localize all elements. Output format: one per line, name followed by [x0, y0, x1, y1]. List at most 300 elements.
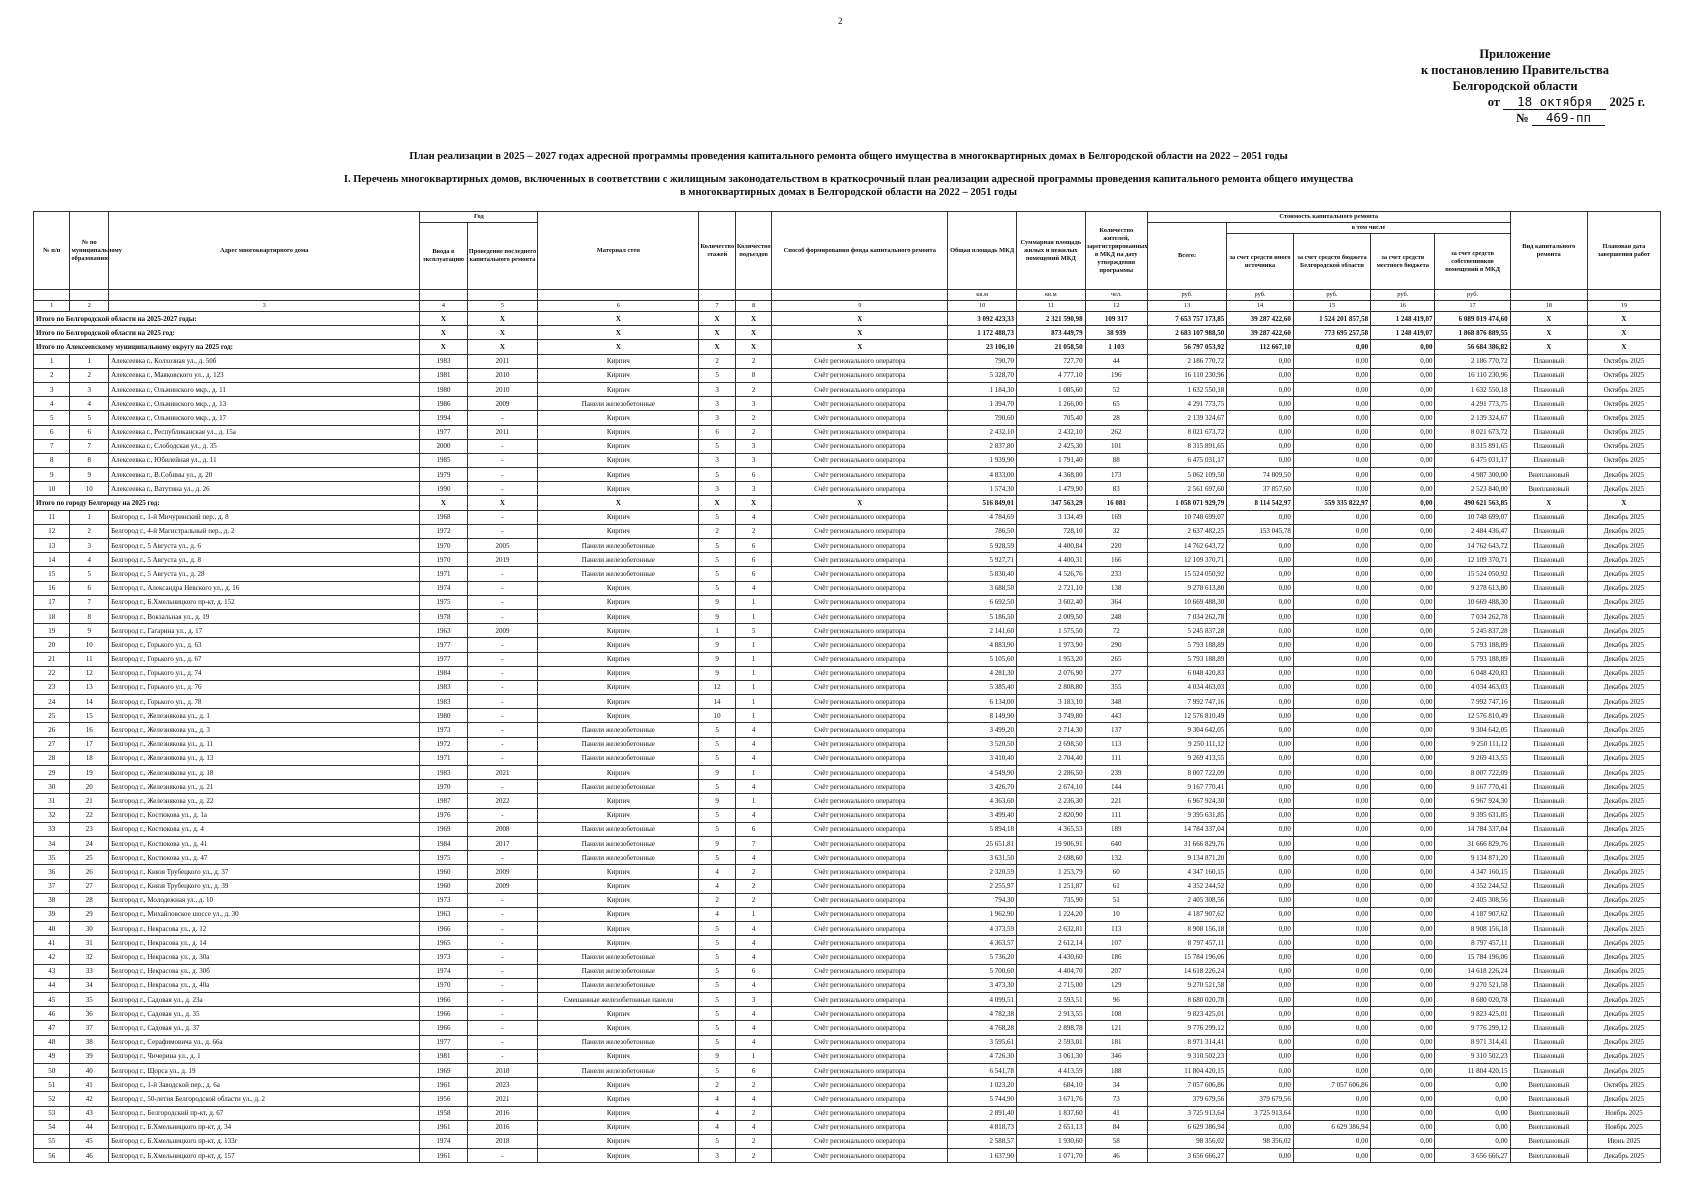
table-cell: -	[467, 411, 538, 425]
table-cell: 0,00	[1371, 1007, 1435, 1021]
table-row	[34, 1063, 1661, 1077]
table-cell: Счёт регионального оператора	[772, 354, 948, 368]
table-cell: 4 833,00	[948, 468, 1017, 482]
table-cell: 5 245 837,28	[1435, 624, 1510, 638]
table-cell: 24	[34, 695, 70, 709]
table-cell: 4 281,30	[948, 666, 1017, 680]
column-numbers-row	[34, 301, 1661, 312]
table-cell: Кирпич	[538, 666, 699, 680]
total-cell: X	[699, 340, 735, 354]
table-cell: Белгород г., Горького ул., д. 76	[109, 680, 420, 694]
table-cell: 26	[70, 865, 109, 879]
table-cell: Белгород г., Молодежная ул., д. 10	[109, 893, 420, 907]
table-cell: 7 057 606,86	[1147, 1078, 1226, 1092]
table-cell: 1977	[420, 425, 467, 439]
table-cell: 1963	[420, 624, 467, 638]
table-cell: 9	[699, 595, 735, 609]
table-cell: 1	[735, 666, 771, 680]
table-cell: 8 315 891,65	[1435, 439, 1510, 453]
unit-local-budget: руб.	[1371, 290, 1435, 301]
table-cell: 1979	[420, 468, 467, 482]
table-cell: Кирпич	[538, 510, 699, 524]
table-cell: Плановый	[1510, 453, 1587, 467]
table-cell: Алексеевка г., Ольминского мкр., д. 13	[109, 397, 420, 411]
table-cell: 4 777,10	[1016, 368, 1085, 382]
table-cell: 0,00	[1371, 1149, 1435, 1163]
table-cell: 9 250 111,12	[1435, 737, 1510, 751]
table-cell: 7 034 262,78	[1147, 609, 1226, 623]
table-cell: Кирпич	[538, 368, 699, 382]
table-cell: 6	[699, 425, 735, 439]
table-cell: 3	[735, 439, 771, 453]
table-cell: 0,00	[1371, 1049, 1435, 1063]
table-cell: Алексеевка г., Колхозная ул., д. 50б	[109, 354, 420, 368]
table-cell: -	[467, 893, 538, 907]
table-row	[34, 865, 1661, 879]
table-cell: Счёт регионального оператора	[772, 723, 948, 737]
table-cell: 1968	[420, 510, 467, 524]
table-row	[34, 766, 1661, 780]
table-cell: 5	[699, 851, 735, 865]
table-cell: 3 749,80	[1016, 709, 1085, 723]
table-cell: 48	[34, 1035, 70, 1049]
table-cell: 0,00	[1227, 581, 1294, 595]
table-cell: 0,00	[1227, 780, 1294, 794]
table-cell: Плановый	[1510, 354, 1587, 368]
total-cell: X	[467, 312, 538, 326]
appendix-number-handwritten: 469-пп	[1532, 110, 1605, 126]
table-cell: 7 057 606,86	[1293, 1078, 1370, 1092]
table-cell: 2 698,60	[1016, 851, 1085, 865]
table-cell: 9 310 502,23	[1147, 1049, 1226, 1063]
table-cell: 5	[699, 780, 735, 794]
table-row	[34, 1134, 1661, 1148]
table-cell: 0,00	[1371, 1063, 1435, 1077]
table-cell: 0,00	[1227, 865, 1294, 879]
table-cell: 0,00	[1371, 794, 1435, 808]
table-cell: 4 400,31	[1016, 553, 1085, 567]
table-cell: 0,00	[1371, 680, 1435, 694]
table-cell: 30	[70, 922, 109, 936]
table-cell: 2009	[467, 397, 538, 411]
table-cell: 19	[70, 766, 109, 780]
table-cell: 2016	[467, 1106, 538, 1120]
table-cell: 0,00	[1371, 808, 1435, 822]
table-cell: 7	[70, 439, 109, 453]
table-cell: 39	[34, 907, 70, 921]
table-cell: Белгород г., 5 Августа ул., д. 8	[109, 553, 420, 567]
table-cell: Белгород г., 4-й Магистральный пер., д. 2	[109, 524, 420, 538]
table-cell: 0,00	[1227, 794, 1294, 808]
table-cell: Плановый	[1510, 680, 1587, 694]
unit-total-cost: руб.	[1147, 290, 1226, 301]
table-cell: 790,70	[948, 354, 1017, 368]
table-cell: 0,00	[1371, 993, 1435, 1007]
table-cell: Плановый	[1510, 723, 1587, 737]
table-cell: 6	[70, 581, 109, 595]
table-cell: 9 134 871,20	[1147, 851, 1226, 865]
header-entrances: Количество подъездов	[735, 212, 771, 290]
table-cell: 37	[34, 879, 70, 893]
table-row	[34, 922, 1661, 936]
table-cell: Плановый	[1510, 737, 1587, 751]
table-cell: Панели железобетонные	[538, 751, 699, 765]
table-cell: 166	[1085, 553, 1147, 567]
table-cell: 3	[699, 411, 735, 425]
table-cell: 37 857,60	[1227, 482, 1294, 496]
table-cell: Кирпич	[538, 609, 699, 623]
table-cell: 2010	[467, 382, 538, 396]
table-cell: 1965	[420, 936, 467, 950]
table-cell: Плановый	[1510, 751, 1587, 765]
table-cell: Плановый	[1510, 439, 1587, 453]
table-cell: Белгород г., Железнякова ул., д. 1	[109, 709, 420, 723]
table-cell: 0,00	[1293, 609, 1370, 623]
table-cell: 2	[735, 1149, 771, 1163]
table-cell: Декабрь 2025	[1587, 624, 1660, 638]
table-cell: 16	[34, 581, 70, 595]
table-row	[34, 978, 1661, 992]
table-cell: 2018	[467, 1063, 538, 1077]
table-cell: 0,00	[1371, 737, 1435, 751]
table-cell: 14 762 643,72	[1147, 539, 1226, 553]
table-cell: Декабрь 2025	[1587, 1149, 1660, 1163]
table-cell: 0,00	[1293, 439, 1370, 453]
table-cell: 53	[34, 1106, 70, 1120]
total-cell: 56 684 386,82	[1435, 340, 1510, 354]
table-cell: 0,00	[1293, 893, 1370, 907]
table-cell: Счёт регионального оператора	[772, 865, 948, 879]
table-cell: Плановый	[1510, 695, 1587, 709]
total-cell: 39 287 422,60	[1227, 312, 1294, 326]
table-cell: 8 908 156,18	[1147, 922, 1226, 936]
table-cell: Декабрь 2025	[1587, 567, 1660, 581]
table-cell: 1956	[420, 1092, 467, 1106]
table-cell: 6	[735, 1063, 771, 1077]
table-cell: 88	[1085, 453, 1147, 467]
table-cell: 684,10	[1016, 1078, 1085, 1092]
table-cell: 46	[34, 1007, 70, 1021]
table-cell: 43	[70, 1106, 109, 1120]
table-cell: 0,00	[1293, 510, 1370, 524]
document-title: План реализации в 2025 – 2027 годах адресной программы проведения капитального ремонта общего имущества в многоквартирных домах в Белгородской области на 2022 – 2051 годы	[409, 151, 1288, 162]
table-cell: 11 804 420,15	[1435, 1063, 1510, 1077]
table-cell: Плановый	[1510, 638, 1587, 652]
table-cell: 0,00	[1435, 1078, 1510, 1092]
table-cell: Счёт регионального оператора	[772, 893, 948, 907]
table-cell: 0,00	[1227, 553, 1294, 567]
table-cell: Октябрь 2025	[1587, 354, 1660, 368]
table-row	[34, 936, 1661, 950]
table-cell: 3 426,70	[948, 780, 1017, 794]
table-cell: 28	[34, 751, 70, 765]
table-cell: 98 356,02	[1227, 1134, 1294, 1148]
table-cell: 0,00	[1371, 1106, 1435, 1120]
table-cell: 221	[1085, 794, 1147, 808]
table-cell: 0,00	[1293, 1007, 1370, 1021]
table-cell: Белгород г., Александра Невского ул., д. 16	[109, 581, 420, 595]
table-cell: 6 048 420,83	[1147, 666, 1226, 680]
table-cell: Белгород г., Щорса ул., д. 19	[109, 1063, 420, 1077]
table-cell: 0,00	[1293, 808, 1370, 822]
table-cell: 9	[70, 624, 109, 638]
table-cell: Декабрь 2025	[1587, 1021, 1660, 1035]
table-cell: 9 278 613,80	[1147, 581, 1226, 595]
table-cell: 8 680 020,78	[1147, 993, 1226, 1007]
table-cell: 1	[735, 652, 771, 666]
table-cell: 50	[34, 1063, 70, 1077]
table-cell: 1987	[420, 794, 467, 808]
table-row	[34, 368, 1661, 382]
header-residents: Количество жителей, зарегистрированных в МКД на дату утверждения программы	[1085, 212, 1147, 290]
table-cell: Кирпич	[538, 1149, 699, 1163]
table-cell: 0,00	[1293, 1063, 1370, 1077]
table-cell: 5 062 109,50	[1147, 468, 1226, 482]
table-cell: 443	[1085, 709, 1147, 723]
table-cell: 1	[735, 766, 771, 780]
table-cell: Белгород г., Некрасова ул., д. 14	[109, 936, 420, 950]
table-cell: 52	[1085, 382, 1147, 396]
table-cell: 0,00	[1227, 638, 1294, 652]
table-row	[34, 709, 1661, 723]
total-cell: X	[1510, 312, 1587, 326]
table-cell: 0,00	[1227, 411, 1294, 425]
table-cell: 4 363,57	[948, 936, 1017, 950]
table-cell: 5	[699, 993, 735, 1007]
table-row	[34, 624, 1661, 638]
table-cell: Кирпич	[538, 411, 699, 425]
table-cell: Счёт регионального оператора	[772, 411, 948, 425]
table-cell: Декабрь 2025	[1587, 964, 1660, 978]
table-cell: 10 669 488,30	[1435, 595, 1510, 609]
table-cell: 2 593,01	[1016, 1035, 1085, 1049]
table-cell: Декабрь 2025	[1587, 836, 1660, 850]
table-cell: 4	[735, 581, 771, 595]
total-cell: X	[772, 496, 948, 510]
table-cell: 6 048 420,83	[1435, 666, 1510, 680]
table-cell: 16 110 230,96	[1147, 368, 1226, 382]
table-cell: 0,00	[1371, 453, 1435, 467]
table-cell: 277	[1085, 666, 1147, 680]
table-cell: 5 894,18	[948, 822, 1017, 836]
table-cell: Кирпич	[538, 354, 699, 368]
table-cell: 1978	[420, 609, 467, 623]
table-cell: 1983	[420, 766, 467, 780]
column-number: 3	[109, 301, 420, 312]
table-cell: 4	[735, 1035, 771, 1049]
table-cell: 0,00	[1371, 723, 1435, 737]
table-cell: 35	[70, 993, 109, 1007]
table-cell: 8 797 457,11	[1147, 936, 1226, 950]
table-cell: 14 618 226,24	[1435, 964, 1510, 978]
table-row	[34, 468, 1661, 482]
table-cell: 5	[699, 1021, 735, 1035]
table-cell: 3	[699, 482, 735, 496]
header-fund-method: Способ формирования фонда капитального ремонта	[772, 212, 948, 290]
table-cell: 17	[34, 595, 70, 609]
table-cell: 21	[70, 794, 109, 808]
table-cell: 1975	[420, 595, 467, 609]
table-cell: Счёт регионального оператора	[772, 1078, 948, 1092]
total-cell: Итого по Алексеевскому муниципальному округу на 2025 год:	[34, 340, 420, 354]
table-cell: 0,00	[1227, 893, 1294, 907]
table-cell: 1	[70, 510, 109, 524]
table-cell: 30	[34, 780, 70, 794]
table-row	[34, 482, 1661, 496]
table-cell: Панели железобетонные	[538, 539, 699, 553]
table-cell: Белгород г., Чичерина ул., д. 1	[109, 1049, 420, 1063]
table-cell: 6	[735, 468, 771, 482]
table-cell: 1973	[420, 893, 467, 907]
table-cell: Ноябрь 2025	[1587, 1120, 1660, 1134]
table-cell: 44	[1085, 354, 1147, 368]
table-cell: Октябрь 2025	[1587, 1078, 1660, 1092]
table-cell: 31	[70, 936, 109, 950]
table-cell: Счёт регионального оператора	[772, 595, 948, 609]
table-cell: Декабрь 2025	[1587, 1007, 1660, 1021]
table-cell: Кирпич	[538, 1007, 699, 1021]
table-cell: 1 930,60	[1016, 1134, 1085, 1148]
table-cell: 29	[70, 907, 109, 921]
table-cell: 113	[1085, 737, 1147, 751]
header-last-repair: Проведение последнего капитального ремонта	[467, 223, 538, 290]
total-cell: X	[735, 326, 771, 340]
table-cell: Октябрь 2025	[1587, 425, 1660, 439]
table-cell: 1960	[420, 865, 467, 879]
table-cell: 9 304 642,05	[1435, 723, 1510, 737]
table-cell: 15	[34, 567, 70, 581]
table-cell: 9 304 642,05	[1147, 723, 1226, 737]
table-cell: -	[467, 453, 538, 467]
table-cell: 2	[735, 354, 771, 368]
unit-owners-funds: руб.	[1435, 290, 1510, 301]
table-cell: 0,00	[1227, 822, 1294, 836]
table-cell: 2016	[467, 1120, 538, 1134]
table-cell: 1	[735, 794, 771, 808]
table-cell: Внеплановый	[1510, 1078, 1587, 1092]
table-row	[34, 539, 1661, 553]
table-cell: 41	[1085, 1106, 1147, 1120]
table-cell: 1981	[420, 1049, 467, 1063]
table-cell: 364	[1085, 595, 1147, 609]
table-cell: Панели железобетонные	[538, 964, 699, 978]
table-cell: -	[467, 581, 538, 595]
header-sum-area: Суммарная площадь жилых и нежилых помещений МКД	[1016, 212, 1085, 290]
table-cell: 3 595,61	[948, 1035, 1017, 1049]
table-cell: Кирпич	[538, 482, 699, 496]
table-cell: 41	[34, 936, 70, 950]
table-cell: Панели железобетонные	[538, 851, 699, 865]
table-cell: 1973	[420, 723, 467, 737]
table-row	[34, 1049, 1661, 1063]
table-cell: Декабрь 2025	[1587, 865, 1660, 879]
table-cell: 0,00	[1371, 964, 1435, 978]
table-cell: Панели железобетонные	[538, 822, 699, 836]
table-cell: 7	[735, 836, 771, 850]
table-cell: 0,00	[1293, 411, 1370, 425]
table-cell: 1970	[420, 553, 467, 567]
table-cell: 5	[699, 1063, 735, 1077]
table-cell: 4	[34, 397, 70, 411]
table-cell: -	[467, 709, 538, 723]
table-cell: Счёт регионального оператора	[772, 879, 948, 893]
table-cell: Белгород г., Железнякова ул., д. 13	[109, 751, 420, 765]
table-cell: 1	[735, 1049, 771, 1063]
table-cell: Плановый	[1510, 907, 1587, 921]
table-cell: 0,00	[1293, 382, 1370, 396]
table-cell: 1966	[420, 1021, 467, 1035]
table-cell: 0,00	[1371, 780, 1435, 794]
table-cell: 379 679,56	[1227, 1092, 1294, 1106]
table-cell: 8	[70, 609, 109, 623]
table-cell: 8 908 156,18	[1435, 922, 1510, 936]
table-cell: 2023	[467, 1078, 538, 1092]
table-cell: 46	[1085, 1149, 1147, 1163]
appendix-number-sign: №	[1516, 111, 1529, 125]
total-cell: X	[538, 326, 699, 340]
table-cell: 4	[735, 751, 771, 765]
table-cell: Плановый	[1510, 524, 1587, 538]
total-cell: 1 058 071 929,79	[1147, 496, 1226, 510]
table-cell: 2008	[467, 822, 538, 836]
table-row	[34, 737, 1661, 751]
total-cell: X	[420, 496, 467, 510]
table-cell: Плановый	[1510, 808, 1587, 822]
table-cell: 3	[70, 382, 109, 396]
table-cell: 5	[699, 737, 735, 751]
table-cell: 6 134,00	[948, 695, 1017, 709]
table-cell: 2 425,30	[1016, 439, 1085, 453]
table-cell: -	[467, 666, 538, 680]
column-number: 16	[1371, 301, 1435, 312]
header-region-budget: за счет средств бюджета Белгородской области	[1293, 234, 1370, 290]
table-cell: 0,00	[1293, 879, 1370, 893]
table-cell: 49	[34, 1049, 70, 1063]
table-cell: 8 007 722,09	[1435, 766, 1510, 780]
table-cell: 5 793 188,89	[1435, 652, 1510, 666]
table-cell: Внеплановый	[1510, 1149, 1587, 1163]
table-cell: 25	[34, 709, 70, 723]
table-cell: Панели железобетонные	[538, 780, 699, 794]
table-cell: Кирпич	[538, 1134, 699, 1148]
table-cell: 0,00	[1371, 822, 1435, 836]
table-cell: 1 266,00	[1016, 397, 1085, 411]
table-cell: 0,00	[1293, 524, 1370, 538]
table-row	[34, 1078, 1661, 1092]
table-cell: -	[467, 1035, 538, 1049]
header-floors: Количество этажей	[699, 212, 735, 290]
table-cell: 60	[1085, 865, 1147, 879]
table-cell: 2	[735, 865, 771, 879]
table-cell: 4	[699, 865, 735, 879]
table-cell: 15	[70, 709, 109, 723]
table-cell: 169	[1085, 510, 1147, 524]
table-cell: 9 269 413,55	[1147, 751, 1226, 765]
table-cell: Счёт регионального оператора	[772, 1149, 948, 1163]
table-cell: 0,00	[1227, 439, 1294, 453]
table-cell: 0,00	[1293, 695, 1370, 709]
total-cell: Итого по городу Белгороду на 2025 год:	[34, 496, 420, 510]
table-cell: 2 913,55	[1016, 1007, 1085, 1021]
table-cell: 5	[699, 1134, 735, 1148]
table-cell: 2011	[467, 425, 538, 439]
table-cell: 196	[1085, 368, 1147, 382]
table-row	[34, 822, 1661, 836]
header-total-area: Общая площадь МКД	[948, 212, 1017, 290]
table-cell: 12 109 370,71	[1147, 553, 1226, 567]
table-cell: 1986	[420, 397, 467, 411]
table-cell: 9 776 299,12	[1147, 1021, 1226, 1035]
